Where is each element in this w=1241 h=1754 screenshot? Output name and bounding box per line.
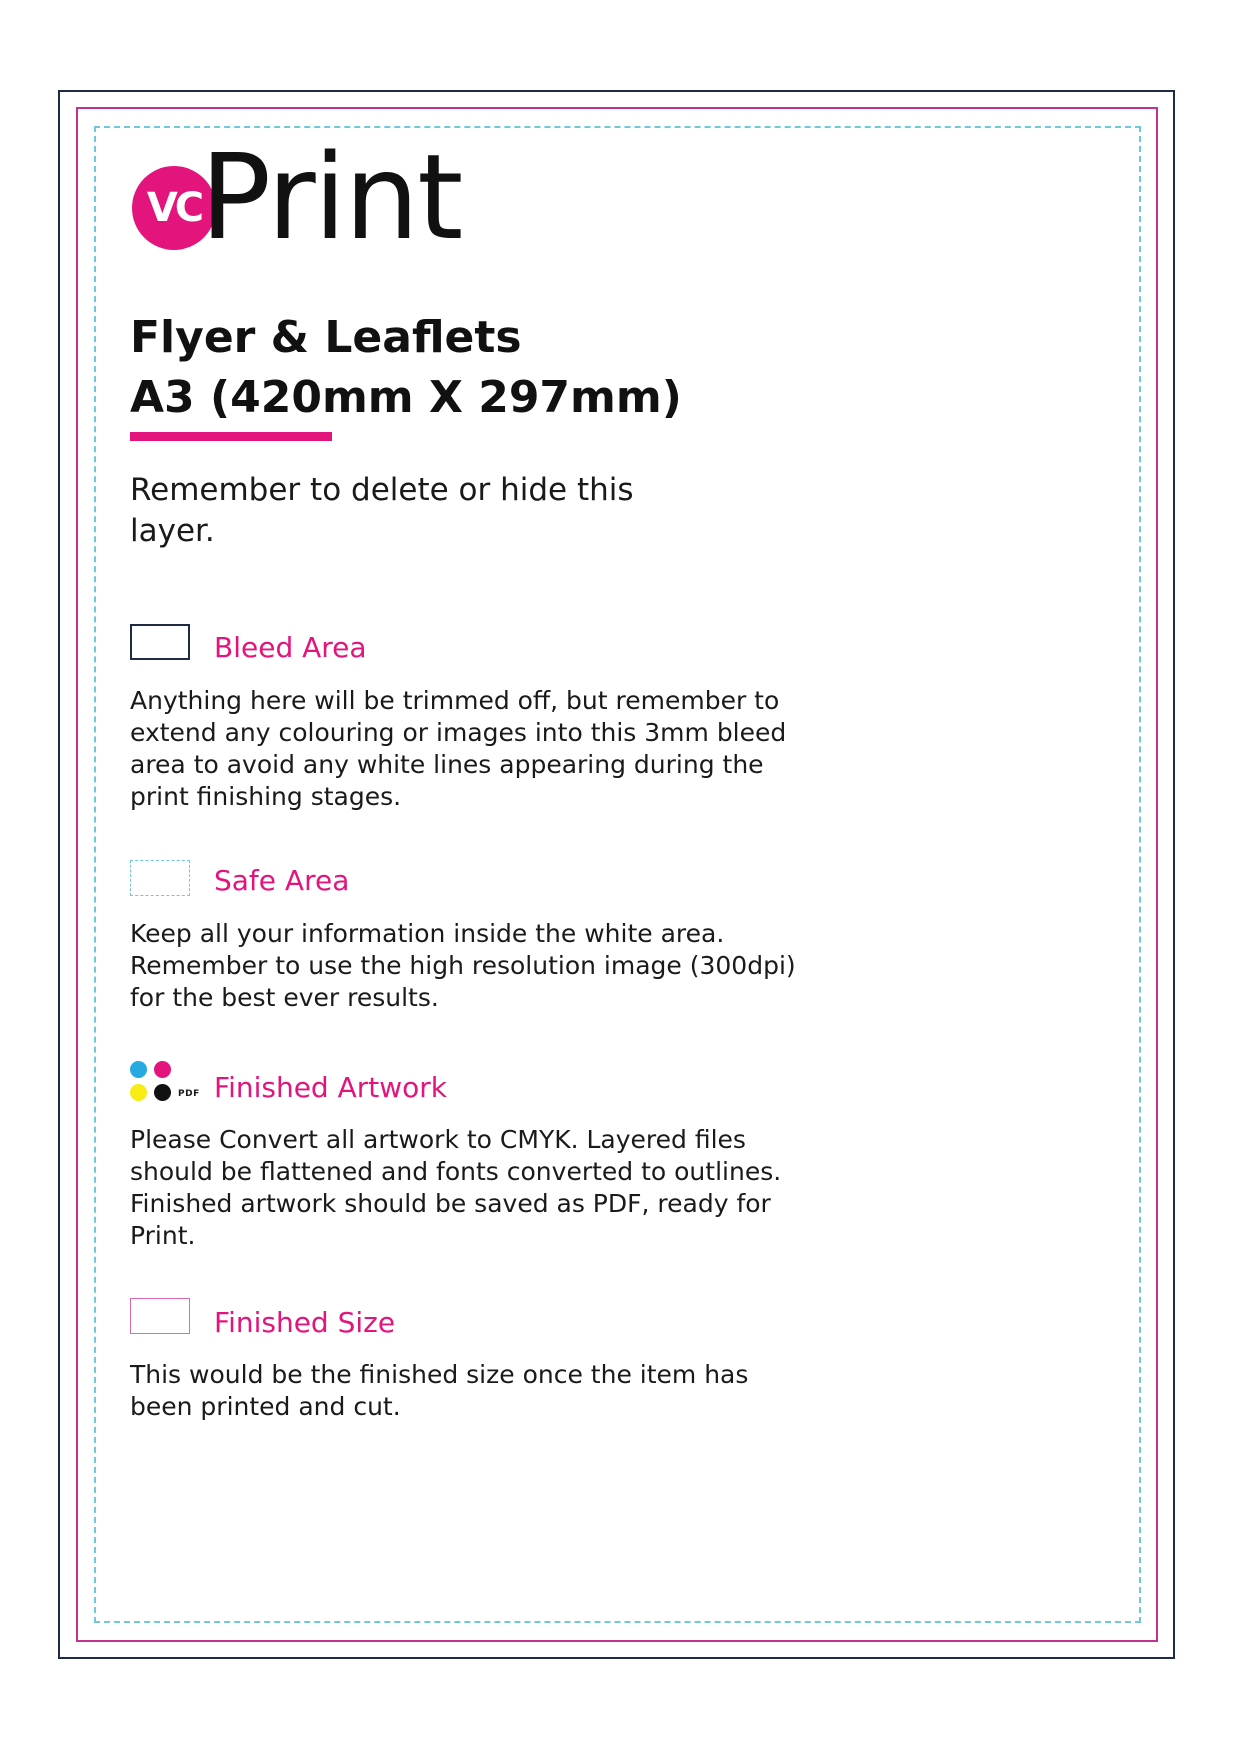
logo-badge: VC (132, 166, 216, 250)
reminder-note: Remember to delete or hide this layer. (130, 472, 634, 549)
vcprint-logo (132, 128, 492, 266)
title-line-size: A3 (420mm X 297mm) (130, 372, 682, 423)
page-title (130, 308, 682, 428)
title-line-product: Flyer & Leaflets (130, 312, 522, 363)
safe-area-description: Keep all your information inside the white area. Remember to use the high resolution image (300dpi) for the best ever results. (130, 919, 796, 1012)
logo-wordmark: Print (200, 128, 462, 266)
finished-artwork-description: Please Convert all artwork to CMYK. Layered files should be flattened and fonts converted to outlines. Finished artwork should be saved as PDF, ready for Print. (130, 1125, 782, 1250)
cmyk-dots-icon (130, 1061, 206, 1101)
pdf-label: PDF (178, 1089, 200, 1099)
bleed-area-description: Anything here will be trimmed off, but remember to extend any colouring or images into this 3mm bleed area to avoid any white lines appearing during the print finishing stages. (130, 686, 787, 811)
finished-size-swatch-icon (130, 1298, 190, 1334)
yellow-dot (130, 1084, 147, 1101)
bleed-swatch-icon (130, 624, 190, 660)
safe-swatch-icon (130, 860, 190, 896)
safe-area-heading: Safe Area (214, 864, 350, 897)
finished-size-heading: Finished Size (214, 1306, 396, 1339)
bleed-area-heading: Bleed Area (214, 631, 367, 664)
finished-size-description: This would be the finished size once the item has been printed and cut. (130, 1360, 749, 1421)
black-dot (154, 1084, 171, 1101)
finished-artwork-heading: Finished Artwork (214, 1071, 448, 1104)
magenta-dot (154, 1061, 171, 1078)
cyan-dot (130, 1061, 147, 1078)
title-underline (130, 432, 332, 441)
